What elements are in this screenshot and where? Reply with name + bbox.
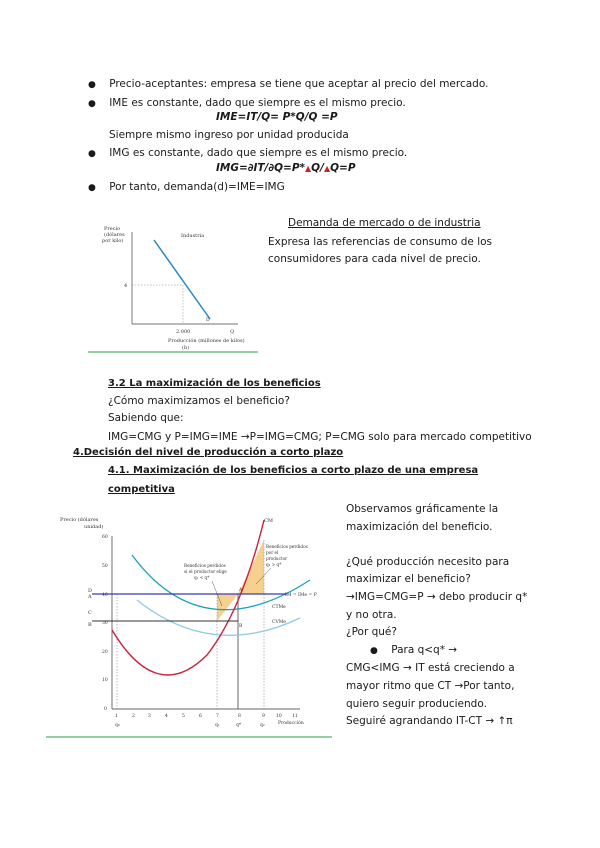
equation-img-part: Q=P [330,162,356,174]
section-4-1-heading-cont: competitiva [108,484,175,495]
x-tick: 11 [292,714,298,719]
bullet-2 [88,96,406,111]
annot-right-3: productor [266,556,288,561]
section-3-2-heading: 3.2 La maximización de los beneficios [108,378,321,389]
point-B: B [239,624,243,629]
big-chart-x-label: Producción [278,721,304,726]
x-mark-qstar: q* [236,723,242,728]
right-line: mayor ritmo que CT →Por tanto, [346,679,515,692]
point-A: A [239,588,243,593]
right-line-blank [346,536,527,554]
bullet-dot: ● [88,149,96,159]
chart-x-end: Q [230,329,235,335]
x-tick: 2 [132,714,135,719]
equation-img [216,162,356,174]
x-tick: 4 [165,714,168,719]
annot-left-1: Beneficios perdidos [184,563,226,568]
bullet-dot: ● [88,99,96,109]
y-tick-40: 40 [102,593,108,598]
demand-desc-line-2: consumidores para cada nivel de precio. [268,253,481,265]
demand-desc-line-1: Expresa las referencias de consumo de los [268,236,493,248]
bullet-4-text: Por tanto, demanda(d)=IME=IMG [109,181,285,193]
big-chart-y-label-2: unidad) [84,524,104,530]
ctme-label: CTMe [272,605,286,610]
demand-curve [154,240,210,319]
note-ingreso: Siempre mismo ingreso por unidad producida [109,129,349,141]
mc-curve [112,520,264,675]
y-tick-50: 50 [102,564,108,569]
x-tick: 8 [238,714,241,719]
mc-label: CM [264,518,273,524]
left-label-B: B [88,622,92,628]
left-label-A: A [88,594,92,600]
x-tick: 10 [276,714,282,719]
chart-panel-label: (b) [182,345,190,351]
bullet-1-text: Precio-aceptantes: empresa se tiene que aceptar al precio del mercado. [109,78,489,90]
x-mark-q1: q₁ [215,723,220,728]
right-line: maximizar el beneficio? [346,573,471,586]
bullet-dot: ● [88,183,96,193]
chart-y-label-3: por kilo) [102,238,124,244]
right-line: Seguiré agrandando IT-CT → ↑π [346,715,513,728]
equation-img-part: Q/ [311,162,324,174]
delta-triangle-icon: ▲ [305,164,312,173]
x-mark-q0: q₀ [115,723,120,728]
chart-y-label-2: (dólares [104,232,125,238]
left-label-D: D [88,588,93,594]
section-4-heading: 4.Decisión del nivel de producción a corto plazo [73,447,344,458]
bullet-dot: ● [88,80,96,90]
delta-triangle-icon: ▲ [323,164,331,173]
right-line: ¿Por qué? [346,626,397,639]
chart-x-label: Producción (millones de kilos) [168,338,245,344]
x-mark-q2: q₂ [260,723,265,728]
x-tick: 9 [262,714,265,719]
chart-y-label-1: Precio [104,226,121,232]
sabiendo-que: Sabiendo que: [108,412,184,424]
x-tick: 6 [199,714,202,719]
x-tick: 5 [182,714,185,719]
x-ticks [115,713,298,719]
annot-left-2: si el productor elige [184,569,227,574]
right-explanation [346,501,527,731]
big-chart-y-label-1: Precio (dólares [60,517,99,523]
y-tick-20: 20 [102,650,108,655]
bullet-dot: ● [370,645,378,656]
sub-bullet [346,642,527,661]
relation-line: IMG=CMG y P=IMG=IME →P=IMG=CMG; P=CMG solo para mercado competitivo [108,431,532,443]
bullet-3 [88,146,407,161]
demand-label: D [206,318,210,323]
right-line: CMG<IMG → IT está creciendo a [346,662,515,675]
x-tick: 1 [115,714,118,719]
section-4-1-heading: 4.1. Maximización de los beneficios a corto plazo de una empresa [108,465,479,476]
y-tick-30: 30 [102,621,108,626]
equation-ime: IME=IT/Q= P*Q/Q =P [216,111,338,123]
equation-img-part: IMG=∂IT/∂Q=P* [216,162,306,174]
cvme-label: CVMe [272,620,286,625]
right-line: maximización del beneficio. [346,520,493,533]
bullet-2-text: IME es constante, dado que siempre es el mismo precio. [109,97,406,109]
y-tick-60: 60 [102,535,108,540]
annot-right-1: Beneficios perdidos [266,544,308,549]
y-tick-0: 0 [104,707,107,712]
chart-y-tick: 4 [124,283,128,289]
bullet-4 [88,180,285,195]
right-line: Observamos gráficamente la [346,503,499,515]
annot-left-3: q₁ < q* [194,575,210,580]
left-label-C: C [88,610,92,616]
annot-right-4: q₂ > q* [266,562,282,567]
annot-right-2: por el [266,550,279,555]
right-line: y no otra. [346,608,397,621]
bullet-1 [88,77,488,92]
chart-x-tick: 2.000 [176,329,191,335]
question-maximize: ¿Cómo maximizamos el beneficio? [108,395,290,407]
sub-bullet-text: Para q<q* → [391,643,458,656]
price-line-label: IM = IMe = P [285,593,317,598]
right-line: ¿Qué producción necesito para [346,555,510,568]
demand-title: Demanda de mercado o de industria [288,217,481,229]
right-line: →IMG=CMG=P → debo producir q* [346,590,528,603]
y-tick-10: 10 [102,678,108,683]
profit-max-chart [42,510,342,742]
x-tick: 3 [148,714,151,719]
bullet-3-text: IMG es constante, dado que siempre es el mismo precio. [109,147,408,159]
chart-series-label: Industria [181,233,205,239]
industry-demand-chart [88,222,263,357]
x-tick: 7 [216,714,219,719]
right-line: quiero seguir produciendo. [346,697,487,710]
